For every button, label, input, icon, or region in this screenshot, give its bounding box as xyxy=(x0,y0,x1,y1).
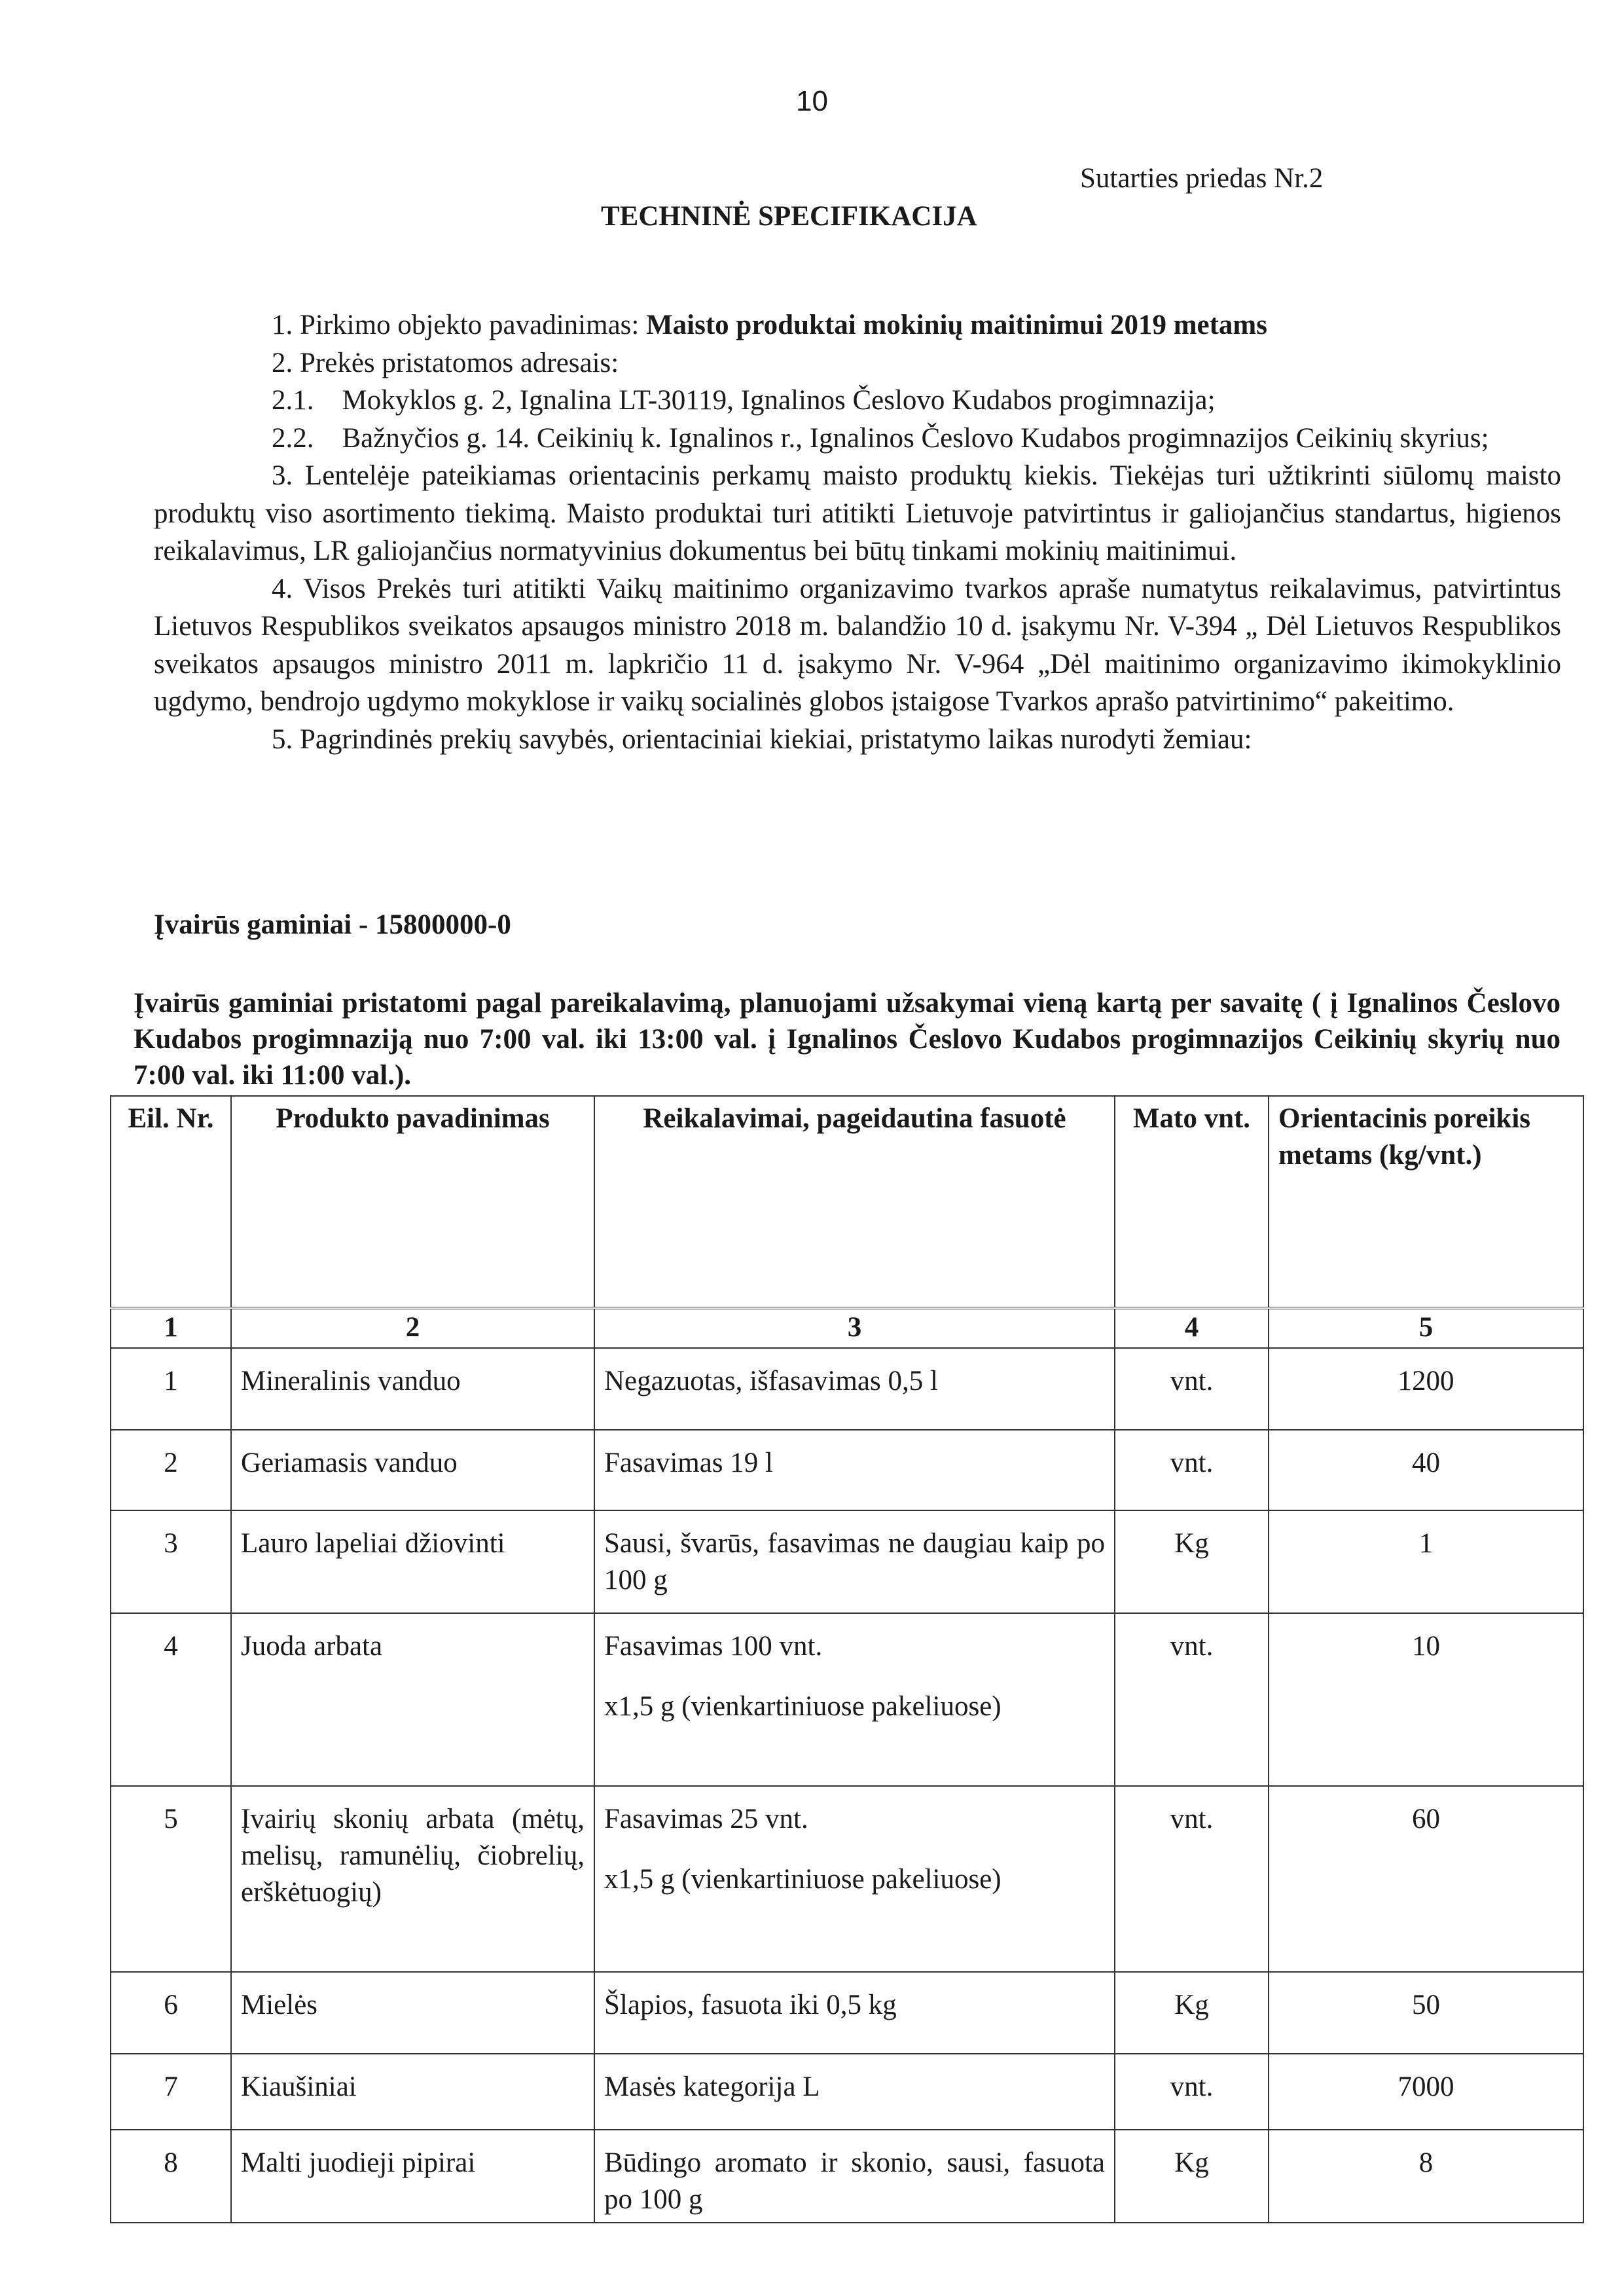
product-name: Įvairių skonių arbata (mėtų, melisų, ramunėlių, čiobrelių, erškėtuogių) xyxy=(231,1786,594,1972)
requirements xyxy=(594,1510,1115,1613)
table-row xyxy=(111,1972,1583,2054)
item-5: 5. Pagrindinės prekių savybės, orientaciniai kiekiai, pristatymo laikas nurodyti žemiau: xyxy=(272,723,1252,755)
section-heading: Įvairūs gaminiai - 15800000-0 xyxy=(154,909,511,940)
row-number: 2 xyxy=(111,1430,231,1510)
col-number: 5 xyxy=(1269,1308,1583,1348)
requirements xyxy=(594,1786,1115,1972)
products-table xyxy=(110,1095,1584,2223)
item-1-value: Maisto produktai mokinių maitinimui 2019 metams xyxy=(646,310,1267,340)
quantity: 7000 xyxy=(1269,2054,1583,2130)
requirements-packaging: x1,5 g (vienkartiniuose pakeliuose) xyxy=(604,1691,1001,1722)
item-2-1: 2.1. Mokyklos g. 2, Ignalina LT-30119, Ignalinos Česlovo Kudabos progimnazija; xyxy=(272,385,1216,416)
row-number: 4 xyxy=(111,1613,231,1786)
product-name: Mielės xyxy=(231,1972,594,2054)
requirements xyxy=(594,1348,1115,1430)
header-nr: Eil. Nr. xyxy=(111,1096,231,1308)
requirements-line: Sausi, švarūs, fasavimas ne daugiau kaip po 100 g xyxy=(604,1528,1105,1595)
unit: vnt. xyxy=(1115,1348,1269,1430)
product-name: Mineralinis vanduo xyxy=(231,1348,594,1430)
document-title: TECHNINĖ SPECIFIKACIJA xyxy=(601,201,977,232)
header-name: Produkto pavadinimas xyxy=(231,1096,594,1308)
requirements-line: Fasavimas 19 l xyxy=(604,1448,773,1478)
table-row xyxy=(111,1348,1583,1430)
header-quantity: Orientacinis poreikis metams (kg/vnt.) xyxy=(1269,1096,1583,1308)
requirements xyxy=(594,2130,1115,2223)
table-row xyxy=(111,1786,1583,1972)
row-number: 6 xyxy=(111,1972,231,2054)
col-number: 1 xyxy=(111,1308,231,1348)
row-number: 8 xyxy=(111,2130,231,2223)
item-3: 3. Lentelėje pateikiamas orientacinis perkamų maisto produktų kiekis. Tiekėjas turi užtikrinti siūlomų maisto produktų viso asortimento tiekimą. Maisto produktai turi atitikti Lietuvoje patvirtintus ir galiojančius standartus, higienos reikalavimus, LR galiojančius normatyvinius dokumentus bei būtų tinkami mokinių maitinimui. xyxy=(154,460,1561,566)
quantity: 50 xyxy=(1269,1972,1583,2054)
col-number: 2 xyxy=(231,1308,594,1348)
quantity: 1 xyxy=(1269,1510,1583,1613)
col-number: 3 xyxy=(594,1308,1115,1348)
unit: vnt. xyxy=(1115,1430,1269,1510)
quantity: 8 xyxy=(1269,2130,1583,2223)
quantity: 1200 xyxy=(1269,1348,1583,1430)
col-number: 4 xyxy=(1115,1308,1269,1348)
product-name: Geriamasis vanduo xyxy=(231,1430,594,1510)
quantity: 60 xyxy=(1269,1786,1583,1972)
item-2-2: 2.2. Bažnyčios g. 14. Ceikinių k. Ignalinos r., Ignalinos Česlovo Kudabos progimnazijos Ceikinių skyrius; xyxy=(272,422,1489,454)
unit: vnt. xyxy=(1115,1786,1269,1972)
requirements-line: Šlapios, fasuota iki 0,5 kg xyxy=(604,1990,897,2020)
requirements-packaging: x1,5 g (vienkartiniuose pakeliuose) xyxy=(604,1864,1001,1895)
product-name: Lauro lapeliai džiovinti xyxy=(231,1510,594,1613)
item-1-label: 1. Pirkimo objekto pavadinimas: xyxy=(272,310,647,340)
row-number: 5 xyxy=(111,1786,231,1972)
requirements-line: Būdingo aromato ir skonio, sausi, fasuota po 100 g xyxy=(604,2147,1105,2215)
requirements xyxy=(594,1613,1115,1786)
product-name: Juoda arbata xyxy=(231,1613,594,1786)
table-row xyxy=(111,1510,1583,1613)
annex-label: Sutarties priedas Nr.2 xyxy=(1080,163,1324,194)
header-requirements: Reikalavimai, pageidautina fasuotė xyxy=(594,1096,1115,1308)
quantity: 10 xyxy=(1269,1613,1583,1786)
product-name: Kiaušiniai xyxy=(231,2054,594,2130)
unit: vnt. xyxy=(1115,1613,1269,1786)
requirements-line: Masės kategorija L xyxy=(604,2071,820,2102)
unit: Kg xyxy=(1115,1972,1269,2054)
table-row xyxy=(111,2130,1583,2223)
row-number: 3 xyxy=(111,1510,231,1613)
table-row xyxy=(111,2054,1583,2130)
unit: vnt. xyxy=(1115,2054,1269,2130)
item-4: 4. Visos Prekės turi atitikti Vaikų maitinimo organizavimo tvarkos apraše numatytus reikalavimus, patvirtintus Lietuvos Respublikos sveikatos apsaugos ministro 2018 m. balandžio 10 d. įsakymu Nr. V-394 „ Dėl Lietuvos Respublikos sveikatos apsaugos ministro 2011 m. lapkričio 11 d. įsakymo Nr. V-964 „Dėl maitinimo organizavimo ikimokyklinio ugdymo, bendrojo ugdymo mokyklose ir vaikų socialinės globos įstaigose Tvarkos aprašo patvirtinimo“ pakeitimo. xyxy=(154,573,1561,717)
header-unit: Mato vnt. xyxy=(1115,1096,1269,1308)
table-header-row xyxy=(111,1096,1583,1308)
table-row xyxy=(111,1430,1583,1510)
page-number: 10 xyxy=(796,85,828,117)
product-name: Malti juodieji pipirai xyxy=(231,2130,594,2223)
requirements-line: Fasavimas 100 vnt. xyxy=(604,1631,823,1662)
unit: Kg xyxy=(1115,1510,1269,1613)
row-number: 7 xyxy=(111,2054,231,2130)
requirements xyxy=(594,1972,1115,2054)
table-row xyxy=(111,1613,1583,1786)
item-2: 2. Prekės pristatomos adresais: xyxy=(272,347,619,378)
document-body xyxy=(154,306,1561,758)
item-1 xyxy=(154,306,1561,344)
requirements-line: Fasavimas 25 vnt. xyxy=(604,1804,808,1834)
row-number: 1 xyxy=(111,1348,231,1430)
requirements xyxy=(594,1430,1115,1510)
delivery-note: Įvairūs gaminiai pristatomi pagal pareikalavimą, planuojami užsakymai vieną kartą per savaitę ( į Ignalinos Česlovo Kudabos progimnaziją nuo 7:00 val. iki 13:00 val. į Ignalinos Česlovo Kudabos progimnazijos Ceikinių skyrių nuo 7:00 val. iki 11:00 val.). xyxy=(134,988,1561,1091)
unit: Kg xyxy=(1115,2130,1269,2223)
requirements-line: Negazuotas, išfasavimas 0,5 l xyxy=(604,1366,938,1396)
column-number-row xyxy=(111,1308,1583,1348)
quantity: 40 xyxy=(1269,1430,1583,1510)
requirements xyxy=(594,2054,1115,2130)
